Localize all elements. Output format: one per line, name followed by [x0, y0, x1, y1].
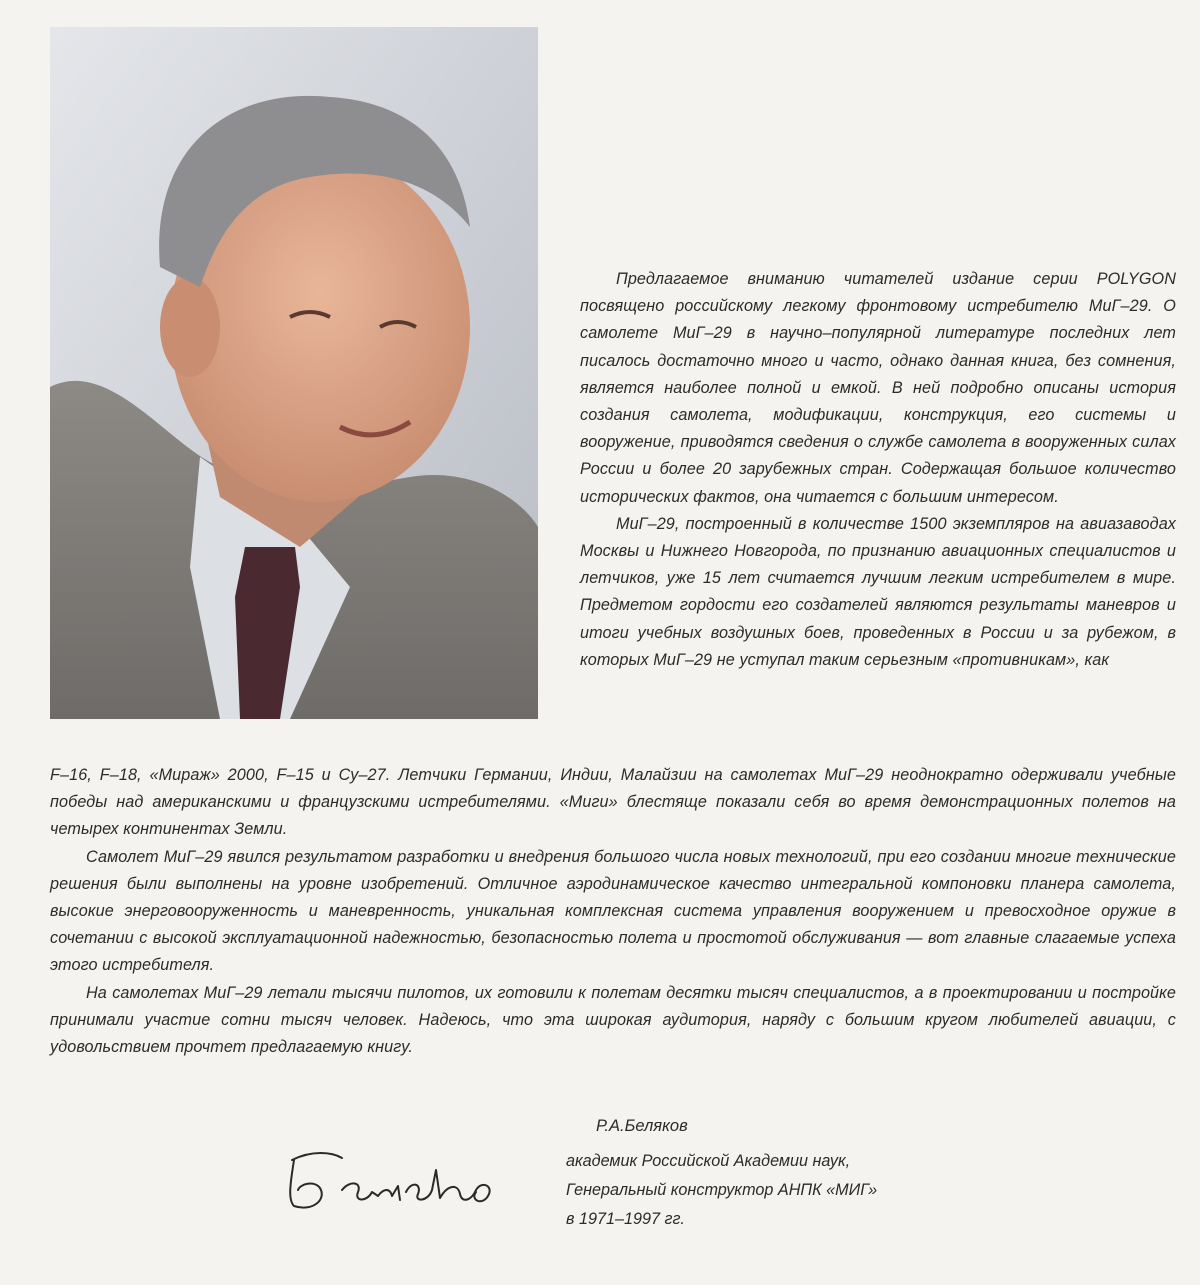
paragraph-1: Предлагаемое вниманию читателей издание серии POLYGON посвящено российскому легкому фронтовому истребителю МиГ–29. О самолете МиГ–29 в научно–популярной литературе последних лет писалось достаточно много и часто, однако данная книга, без сомнения, является наиболее полной и емкой. В ней подробно описаны история создания самолета, модификации, конструкция, его системы и вооружение, приводятся сведения о службе самолета в вооруженных силах России и более 20 зарубежных стран. Содержащая большое количество исторических фактов, она читается с большим интересом.: [580, 270, 1176, 506]
paragraph-2: МиГ–29, построенный в количестве 1500 экземпляров на авиазаводах Москвы и Нижнего Новгорода, по признанию авиационных специалистов и летчиков, уже 15 лет считается лучшим легким истребителем в мире. Предметом гордости его создателей являются результаты маневров и итоги учебных воздушных боев, проведенных в России и за рубежом, в которых МиГ–29 не уступал таким серьезным «противникам», как: [580, 514, 1176, 669]
handwritten-signature: [272, 1140, 512, 1220]
author-title-line: Генеральный конструктор АНПК «МИГ»: [566, 1181, 878, 1199]
author-title: [566, 1147, 877, 1234]
paragraph-3: Самолет МиГ–29 явился результатом разработки и внедрения большого числа новых технологий, при его создании многие технические решения были выполнены на уровне изобретений. Отличное аэродинамическое качество интегральной компоновки планера самолета, высокие энерговооруженность и маневренность, уникальная комплексная система управления вооружением и превосходное оружие в сочетании с высокой эксплуатационной надежностью, безопасностью полета и простотой обслуживания — вот главные слагаемые успеха этого истребителя.: [50, 847, 1176, 975]
author-portrait-photo: [50, 27, 538, 719]
portrait-icon: [50, 27, 538, 719]
intro-text-full-width: [50, 762, 1176, 1061]
paragraph-2-continued: F–16, F–18, «Мираж» 2000, F–15 и Су–27. Летчики Германии, Индии, Малайзии на самолетах МиГ–29 неоднократно одерживали учебные победы над американскими и французскими истребителями. «Миги» блестяще показали себя во время демонстрационных полетов на четырех континентах Земли.: [50, 766, 1176, 839]
author-title-line: академик Российской Академии наук,: [566, 1152, 851, 1170]
intro-text-right-column: [580, 266, 1176, 674]
author-title-line: в 1971–1997 гг.: [566, 1210, 685, 1228]
paragraph-4: На самолетах МиГ–29 летали тысячи пилотов, их готовили к полетам десятки тысяч специалистов, а в проектировании и постройке принимали участие сотни тысяч человек. Надеюсь, что эта широкая аудитория, наряду с большим кругом любителей авиации, с удовольствием прочтет предлагаемую книгу.: [50, 983, 1176, 1057]
author-name: Р.А.Беляков: [596, 1117, 688, 1135]
